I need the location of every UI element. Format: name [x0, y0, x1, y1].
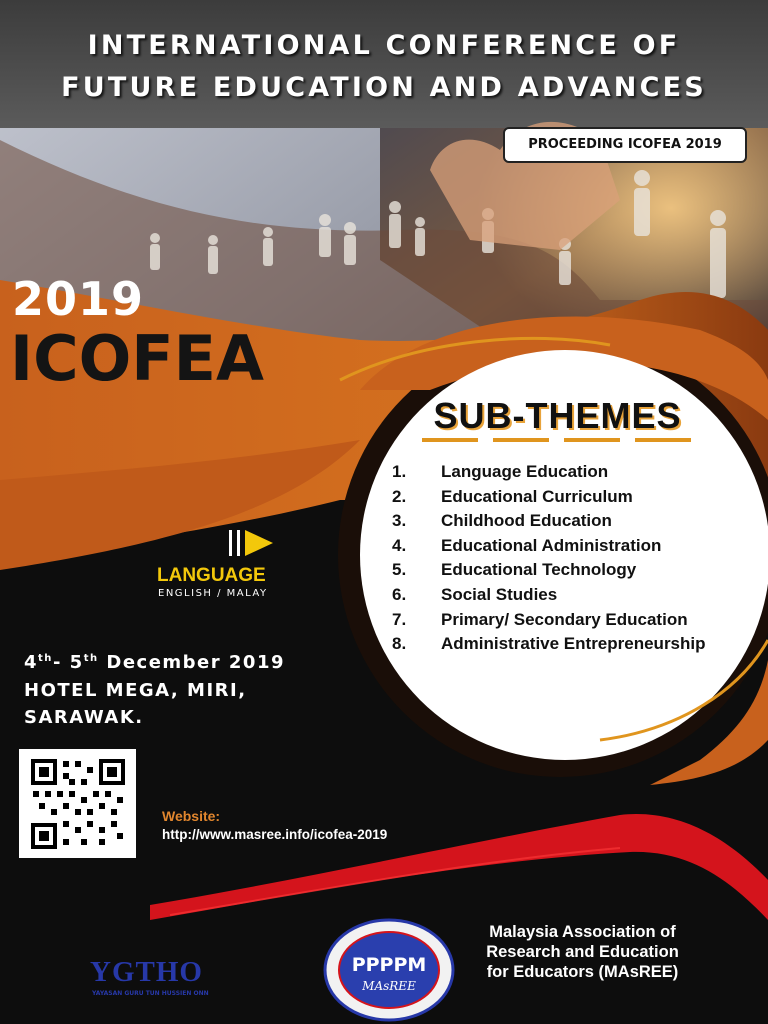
qr-code-icon[interactable] — [19, 749, 136, 858]
subtheme-item — [392, 634, 762, 659]
subtheme-item — [392, 585, 762, 610]
seal-bottom-text: MAsREE — [362, 979, 416, 993]
date-separator: - 5 — [52, 652, 84, 673]
subthemes-list — [392, 462, 762, 659]
association-name: Malaysia Association of Research and Education for Educators (MAsREE) — [486, 923, 679, 981]
subthemes-underline — [422, 438, 692, 444]
subtheme-number: 2. — [392, 486, 407, 506]
seal-top-text: PPPPM — [351, 954, 427, 976]
subtheme-number: 7. — [392, 609, 407, 629]
date-start-day: 4 — [24, 652, 39, 673]
conference-year: 2019 — [12, 272, 145, 326]
subtheme-number: 4. — [392, 535, 407, 555]
subtheme-number: 6. — [392, 584, 407, 604]
date-end-suffix: th — [83, 653, 99, 664]
subtheme-label: Educational Technology — [441, 560, 637, 580]
event-venue-line2: SARAWAK. — [24, 707, 144, 728]
subtheme-item — [392, 511, 762, 536]
play-icon — [227, 528, 275, 558]
website-link[interactable]: http://www.masree.info/icofea-2019 — [162, 827, 388, 842]
subtheme-item — [392, 462, 762, 487]
subtheme-item — [392, 487, 762, 512]
subtheme-label: Educational Administration — [441, 535, 662, 555]
language-options: ENGLISH / MALAY — [158, 588, 268, 599]
subtheme-label: Childhood Education — [441, 511, 612, 531]
subtheme-item — [392, 610, 762, 635]
subtheme-label: Educational Curriculum — [441, 486, 633, 506]
subtheme-label: Language Education — [441, 462, 609, 481]
event-venue-line1: HOTEL MEGA, MIRI, — [24, 680, 247, 701]
date-start-suffix: th — [38, 653, 53, 664]
subtheme-number: 3. — [392, 511, 407, 531]
ygtho-fullname: YAYASAN GURU TUN HUSSIEN ONN — [92, 990, 209, 997]
subtheme-label: Primary/ Secondary Education — [441, 609, 688, 629]
conference-title-line1: INTERNATIONAL CONFERENCE OF — [87, 30, 681, 61]
proceeding-badge: PROCEEDING ICOFEA 2019 — [503, 127, 747, 163]
subtheme-label: Social Studies — [441, 584, 558, 604]
conference-acronym: ICOFEA — [10, 322, 264, 395]
subtheme-number: 5. — [392, 560, 407, 580]
masree-seal-logo — [322, 918, 456, 1022]
conference-title-line2: FUTURE EDUCATION AND ADVANCES — [61, 72, 707, 103]
website-label: Website: — [162, 808, 221, 824]
ygtho-logo: YGTHO — [90, 956, 203, 988]
language-label: LANGUAGE — [157, 565, 266, 586]
subtheme-number: 8. — [392, 634, 407, 654]
subtheme-label: Administrative Entrepreneurship — [441, 634, 706, 654]
subtheme-number: 1. — [392, 462, 407, 481]
date-month-year: December 2019 — [98, 652, 285, 673]
subthemes-heading: SUB-THEMES — [433, 395, 682, 436]
event-date — [24, 652, 285, 673]
subtheme-item — [392, 536, 762, 561]
subtheme-item — [392, 560, 762, 585]
